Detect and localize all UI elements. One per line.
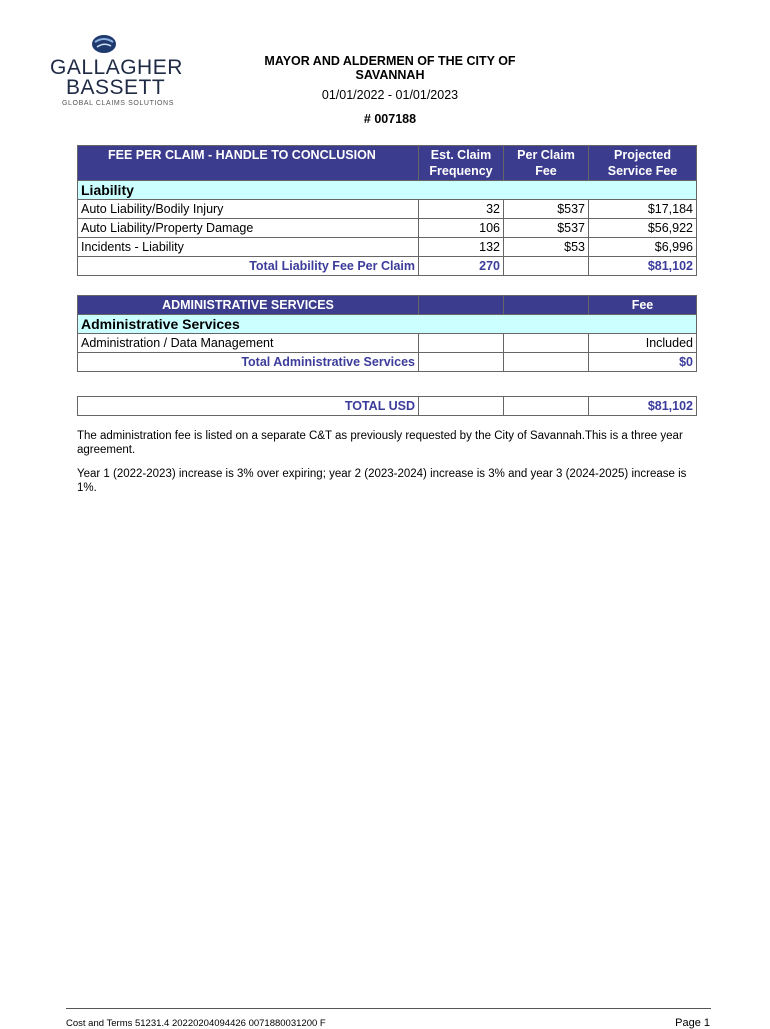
table-row bbox=[78, 238, 697, 257]
total-fee: $0 bbox=[589, 353, 697, 372]
row-frequency: 32 bbox=[419, 200, 504, 219]
footer-doc-id: Cost and Terms 51231.4 20220204094426 0071880031200 F bbox=[66, 1018, 326, 1029]
footer-page-number: Page 1 bbox=[675, 1017, 710, 1029]
col-header-admin-services: ADMINISTRATIVE SERVICES bbox=[78, 296, 419, 315]
total-label: Total Administrative Services bbox=[78, 353, 419, 372]
empty-cell bbox=[419, 353, 504, 372]
row-fee: $56,922 bbox=[589, 219, 697, 238]
section-label: Administrative Services bbox=[78, 315, 697, 334]
grand-total-value: $81,102 bbox=[589, 397, 697, 416]
empty-cell bbox=[504, 397, 589, 416]
logo-tagline: GLOBAL CLAIMS SOLUTIONS bbox=[62, 100, 174, 107]
section-label: Liability bbox=[78, 181, 697, 200]
total-frequency: 270 bbox=[419, 257, 504, 276]
col-header-per-claim-fee: Per Claim Fee bbox=[504, 146, 589, 181]
total-per-claim-empty bbox=[504, 257, 589, 276]
row-fee: $6,996 bbox=[589, 238, 697, 257]
col-header-frequency: Est. Claim Frequency bbox=[419, 146, 504, 181]
row-fee: Included bbox=[589, 334, 697, 353]
col-header-fee: Fee bbox=[589, 296, 697, 315]
document-title: MAYOR AND ALDERMEN OF THE CITY OF SAVANNAH bbox=[264, 54, 516, 82]
section-row-liability bbox=[78, 181, 697, 200]
grand-total-row bbox=[78, 397, 697, 416]
total-label: Total Liability Fee Per Claim bbox=[78, 257, 419, 276]
col-header-empty bbox=[419, 296, 504, 315]
total-fee: $81,102 bbox=[589, 257, 697, 276]
row-label: Incidents - Liability bbox=[78, 238, 419, 257]
row-per-claim: $537 bbox=[504, 219, 589, 238]
logo-line1: GALLAGHER bbox=[50, 56, 183, 79]
row-fee: $17,184 bbox=[589, 200, 697, 219]
col-header-empty bbox=[504, 296, 589, 315]
note-paragraph-2: Year 1 (2022-2023) increase is 3% over expiring; year 2 (2023-2024) increase is 3% and year 3 (2024-2025) increase is 1%. bbox=[77, 468, 687, 494]
row-label: Auto Liability/Bodily Injury bbox=[78, 200, 419, 219]
document-number: # 007188 bbox=[363, 112, 417, 126]
table-row bbox=[78, 219, 697, 238]
administrative-services-table bbox=[77, 295, 697, 372]
grand-total-label: TOTAL USD bbox=[78, 397, 419, 416]
total-row bbox=[78, 257, 697, 276]
col-header-fee-per-claim: FEE PER CLAIM - HANDLE TO CONCLUSION bbox=[78, 146, 419, 181]
table-row bbox=[78, 200, 697, 219]
footer-divider bbox=[66, 1008, 711, 1009]
total-row bbox=[78, 353, 697, 372]
col-header-projected-fee: Projected Service Fee bbox=[589, 146, 697, 181]
logo-line2: BASSETT bbox=[66, 76, 166, 99]
fee-per-claim-table bbox=[77, 145, 697, 276]
row-label: Auto Liability/Property Damage bbox=[78, 219, 419, 238]
policy-period: 01/01/2022 - 01/01/2023 bbox=[321, 88, 459, 102]
table-header-row bbox=[78, 146, 697, 181]
row-frequency: 106 bbox=[419, 219, 504, 238]
empty-cell bbox=[504, 334, 589, 353]
grand-total-table bbox=[77, 396, 697, 416]
section-row-admin bbox=[78, 315, 697, 334]
table-row bbox=[78, 334, 697, 353]
row-per-claim: $537 bbox=[504, 200, 589, 219]
note-paragraph-1: The administration fee is listed on a separate C&T as previously requested by the City of Savannah.This is a three year agreement. bbox=[77, 430, 683, 456]
empty-cell bbox=[419, 397, 504, 416]
empty-cell bbox=[504, 353, 589, 372]
row-frequency: 132 bbox=[419, 238, 504, 257]
globe-icon bbox=[90, 34, 118, 54]
row-per-claim: $53 bbox=[504, 238, 589, 257]
table-header-row bbox=[78, 296, 697, 315]
empty-cell bbox=[419, 334, 504, 353]
gallagher-bassett-logo bbox=[50, 34, 183, 108]
row-label: Administration / Data Management bbox=[78, 334, 419, 353]
